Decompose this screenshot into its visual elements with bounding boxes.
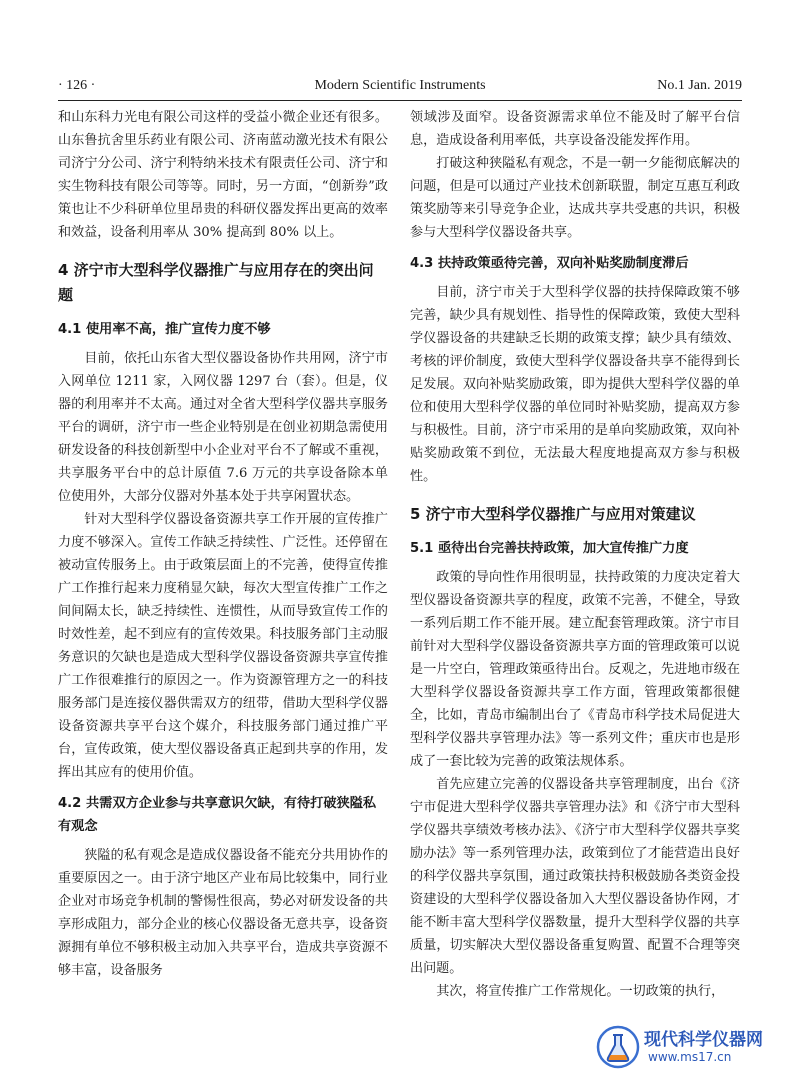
- flask-logo-icon: [596, 1025, 640, 1069]
- paragraph: 政策的导向性作用很明显，扶持政策的力度决定着大型仪器设备资源共享的程度，政策不完善，不健全，导致一系列后期工作不能开展。建立配套管理政策。济宁市目前针对大型科学仪器设备资源共享方面的管理政策可以说是一片空白，管理政策亟待出台。反观之，先进地市级在大型科学仪器设备资源共享工作方面，管理政策都很健全，比如，青岛市编制出台了《青岛市科学技术局促进大型科学仪器共享管理办法》等一系列文件；重庆市也是形成了一套比较为完善的政策法规体系。: [410, 570, 740, 769]
- journal-name: Modern Scientific Instruments: [314, 78, 486, 93]
- paragraph: 首先应建立完善的仪器设备共享管理制度，出台《济宁市促进大型科学仪器共享管理办法》和《济宁市大型科学仪器共享绩效考核办法》、《济宁市大型科学仪器共享奖励办法》等一系列管理办法，政策到位了才能营造出良好的科学仪器共享氛围，通过政策扶持积极鼓励各类资金投资建设的大型科学仪器设备加入大型仪器设备协作网，才能不断丰富大型科学仪器数量，提升大型科学仪器的共享质量，切实解决大型仪器设备重复购置、配置不合理等突出问题。: [410, 777, 740, 976]
- paragraph: 和山东科力光电有限公司这样的受益小微企业还有很多。山东鲁抗舍里乐药业有限公司、济南蓝动激光技术有限公司济宁分公司、济宁利特纳米技术有限责任公司、济宁和实生物科技有限公司等等。同时，另一方面，“创新券”政策也让不少科研单位里昂贵的科研仪器发挥出更高的效率和效益，设备利用率从 30% 提高到 80% 以上。: [58, 110, 388, 240]
- page-number: · 126 ·: [58, 78, 96, 93]
- right-column: [410, 106, 740, 1003]
- paragraph: 狭隘的私有观念是造成仪器设备不能充分共用协作的重要原因之一。由于济宁地区产业布局比较集中，同行业企业对市场竞争机制的警惕性很高，势必对研发设备的共享形成阻力，部分企业的核心仪器设备无意共享，设备资源拥有单位不够积极主动加入共享平台，造成共享资源不够丰富，设备服务: [58, 848, 388, 978]
- paragraph: 其次，将宣传推广工作常规化。一切政策的执行，: [436, 984, 725, 999]
- issue-date: No.1 Jan. 2019: [657, 78, 742, 93]
- subsection-heading-5-1: 5.1 亟待出台完善扶持政策，加大宣传推广力度: [410, 541, 689, 556]
- paragraph: 目前，济宁市关于大型科学仪器的扶持保障政策不够完善，缺少具有规划性、指导性的保障政策，致使大型科学仪器设备的共建缺乏长期的政策支撑；缺少具有绩效、考核的评价制度，致使大型科学仪器设备共享不能得到长足发展。双向补贴奖励政策，即为提供大型科学仪器的单位和使用大型科学仪器的单位同时补贴奖励，提高双方参与积极性。目前，济宁市采用的是单向奖励政策，双向补贴奖励政策不到位，无法最大程度地提高双方参与积极性。: [410, 285, 740, 484]
- subsection-heading-4-2: 4.2 共需双方企业参与共享意识欠缺，有待打破狭隘私有观念: [58, 796, 377, 834]
- paragraph: 针对大型科学仪器设备资源共享工作开展的宣传推广力度不够深入。宣传工作缺乏持续性、广泛性。还停留在被动宣传服务上。由于政策层面上的不完善，使得宣传推广工作推行起来力度稍显欠缺，每次大型宣传推广工作之间间隔太长，缺乏持续性、连惯性，从而导致宣传工作的时效性差，起不到应有的宣传效果。科技服务部门主动服务意识的欠缺也是造成大型科学仪器设备资源共享宣传推广工作很难推行的原因之一。作为资源管理方之一的科技服务部门是连接仪器供需双方的纽带，借助大型科学仪器设备资源共享平台这个媒介，科技服务部门通过推广平台，宣传政策，使大型仪器设备真正起到共享的作用，发挥出其应有的使用价值。: [58, 512, 388, 780]
- paragraph: 打破这种狭隘私有观念，不是一朝一夕能彻底解决的问题，但是可以通过产业技术创新联盟，制定互惠互利政策奖励等来引导竞争企业，达成共享共受惠的共识，积极参与大型科学仪器设备共享。: [410, 156, 740, 240]
- watermark-url: www.ms17.cn: [648, 1050, 732, 1064]
- section-heading-4: 4 济宁市大型科学仪器推广与应用存在的突出问题: [58, 261, 374, 304]
- watermark-title: 现代科学仪器网: [644, 1030, 763, 1050]
- left-column: [58, 106, 388, 982]
- section-heading-5: 5 济宁市大型科学仪器推广与应用对策建议: [410, 505, 696, 523]
- subsection-heading-4-3: 4.3 扶持政策亟待完善，双向补贴奖励制度滞后: [410, 256, 689, 271]
- header-rule: [58, 100, 742, 101]
- paragraph: 领域涉及面窄。设备资源需求单位不能及时了解平台信息，造成设备利用率低，共享设备没能发挥作用。: [410, 110, 740, 148]
- running-header: [58, 78, 742, 100]
- site-watermark: [596, 1021, 786, 1073]
- subsection-heading-4-1: 4.1 使用率不高，推广宣传力度不够: [58, 322, 271, 337]
- paragraph: 目前，依托山东省大型仪器设备协作共用网，济宁市入网单位 1211 家，入网仪器 1297 台（套）。但是，仪器的利用率并不太高。通过对全省大型科学仪器共享服务平台的调研，济宁市一些企业特别是在创业初期急需使用研发设备的科技创新型中小企业对平台不了解或不重视，共享服务平台中的总计原值 7.6 万元的共享设备除本单位使用外，大部分仪器对外基本处于共享闲置状态。: [58, 351, 388, 504]
